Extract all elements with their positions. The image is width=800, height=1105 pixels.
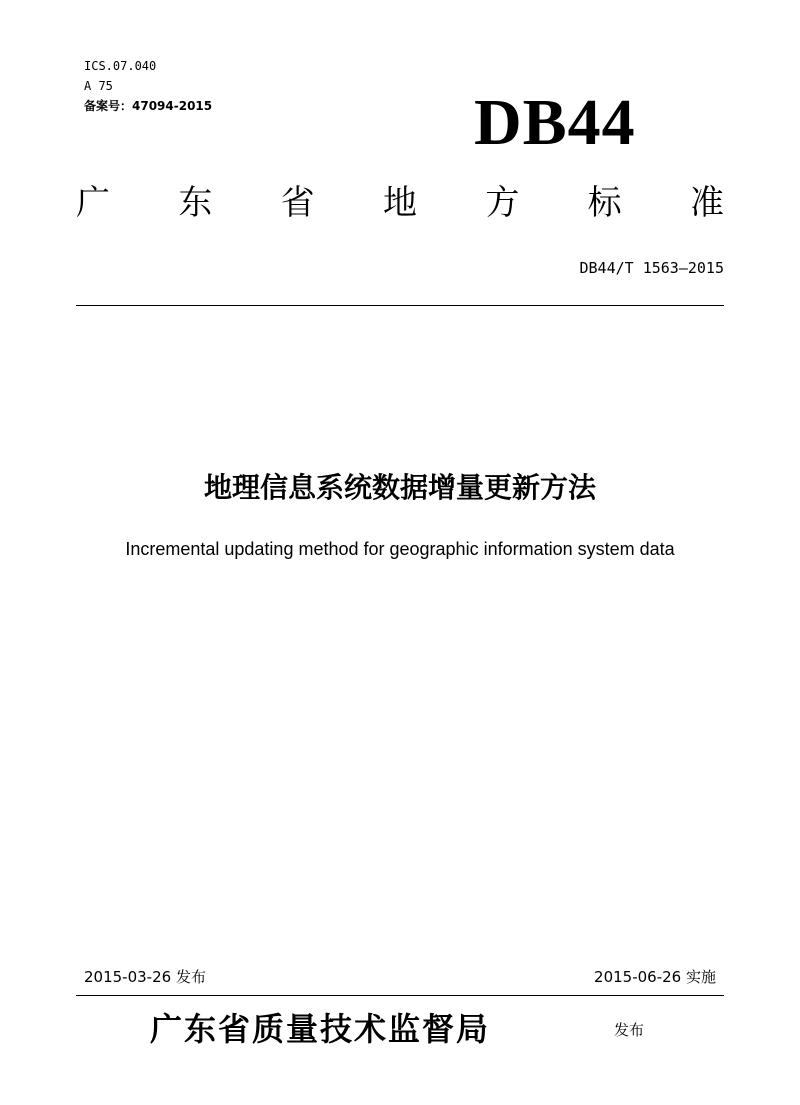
standard-type-char: 东 [178, 183, 213, 223]
standard-type-char: 省 [280, 183, 315, 223]
standard-type-char: 方 [485, 183, 520, 223]
classification-code: A 75 [84, 79, 113, 93]
implement-date: 2015-06-26 实施 [594, 968, 716, 986]
standard-logo: DB44 [474, 86, 636, 159]
record-number: 备案号：47094-2015 [84, 99, 213, 113]
standard-number: DB44/T 1563—2015 [579, 259, 724, 277]
issuing-authority: 广东省质量技术监督局 [150, 1010, 491, 1048]
document-title-english: Incremental updating method for geographic information system data [125, 539, 675, 559]
standard-type-char: 准 [689, 183, 724, 223]
standard-type-char: 地 [382, 183, 417, 223]
standard-type-heading [76, 182, 724, 224]
bottom-divider [76, 995, 724, 996]
top-divider [76, 305, 724, 306]
publish-date: 2015-03-26 发布 [84, 968, 206, 986]
ics-code: ICS.07.040 [84, 59, 157, 73]
document-title-chinese: 地理信息系统数据增量更新方法 [203, 471, 596, 504]
standard-type-char: 标 [587, 183, 622, 223]
standard-type-char: 广 [76, 183, 110, 223]
issuer-suffix: 发布 [614, 1021, 645, 1039]
